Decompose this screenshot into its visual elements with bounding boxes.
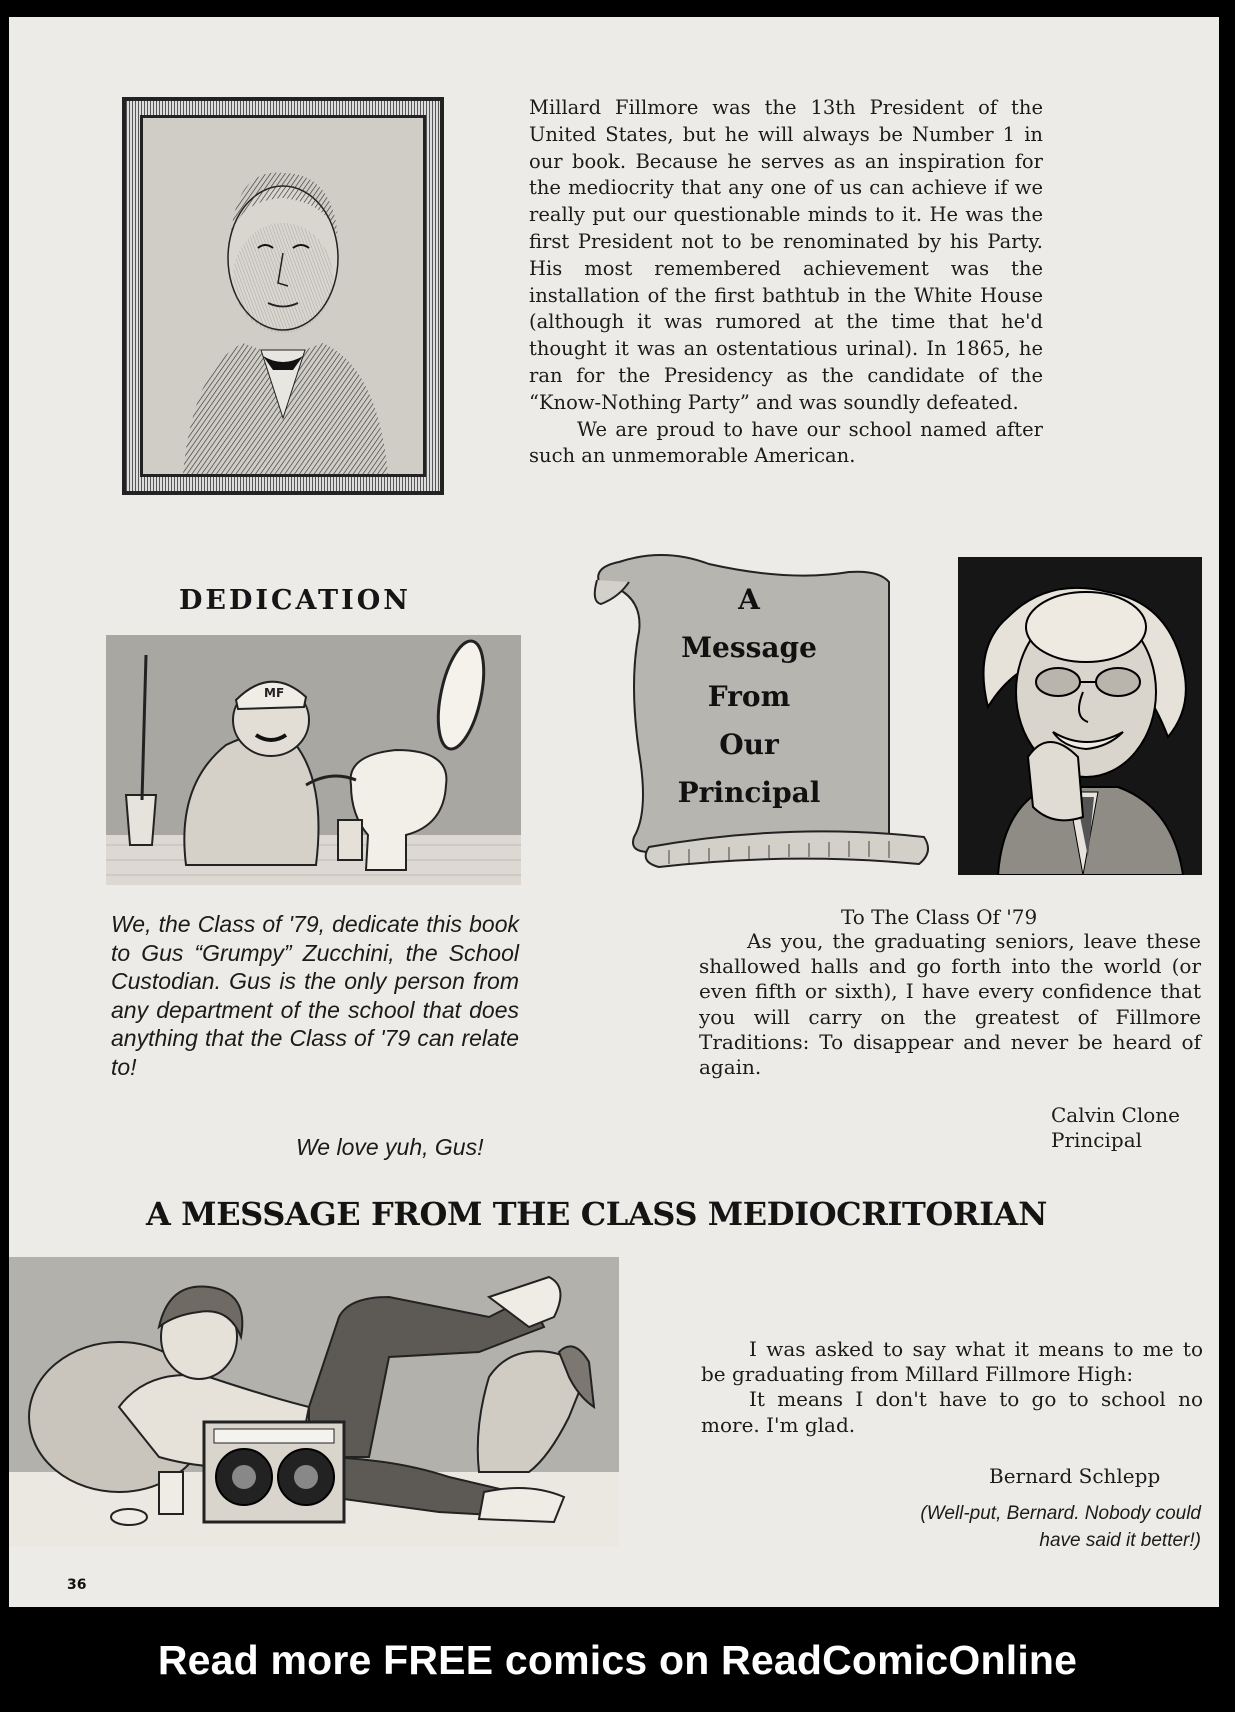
mediocritorian-illustration — [9, 1257, 619, 1547]
mediocritorian-paragraph-2: It means I don't have to go to school no more. I'm glad. — [701, 1387, 1203, 1437]
principal-letter-heading: To The Class Of '79 — [841, 905, 1038, 929]
principal-caricature — [958, 557, 1202, 875]
fillmore-engraving — [143, 118, 423, 474]
mediocritorian-signature: Bernard Schlepp — [989, 1464, 1161, 1488]
fillmore-portrait-frame — [122, 97, 444, 495]
promo-banner[interactable]: Read more FREE comics on ReadComicOnline — [157, 1636, 1078, 1683]
fillmore-paragraph-1: Millard Fillmore was the 13th President of the United States, but he will always be Number 1 in our book. Because he serves as an inspiration for the mediocrity that any one of us can achieve if we really put our questionable minds to it. He was the first President not to be renominated by his Party. His most remembered achievement was the installation of the first bathtub in the White House (although it was rumored at the time that he'd thought it was an ostentatious urinal). In 1865, he ran for the Presidency as the candidate of the “Know-Nothing Party” and was soundly defeated. — [529, 96, 1043, 414]
mediocritorian-title: A MESSAGE FROM THE CLASS MEDIOCRITORIAN — [146, 1195, 1047, 1233]
fillmore-portrait — [140, 115, 426, 477]
principal-drawing — [958, 557, 1202, 875]
scroll-line-message: Message — [681, 631, 817, 664]
fillmore-biography — [529, 95, 1043, 470]
custodian-illustration — [106, 635, 521, 885]
scroll-line-principal: Principal — [677, 776, 821, 809]
editor-note: (Well-put, Bernard. Nobody could have said it better!) — [920, 1503, 1201, 1551]
mediocritorian-message — [701, 1337, 1203, 1438]
cap-logo: MF — [264, 686, 285, 700]
principal-name: Calvin Clone — [1051, 1103, 1181, 1127]
scroll-line-from: From — [707, 680, 791, 713]
principal-letter-body: As you, the graduating seniors, leave these shallowed halls and go forth into the world (or even fifth or sixth), I have every confidence that you will carry on the greatest of Fillmore Traditions: To disappear and never be heard of again. — [699, 929, 1201, 1080]
dedication-signoff: We love yuh, Gus! — [296, 1134, 484, 1160]
magazine-page — [9, 17, 1219, 1607]
mediocritorian-paragraph-1: I was asked to say what it means to me to be graduating from Millard Fillmore High: — [701, 1337, 1203, 1387]
scroll-line-our: Our — [719, 728, 779, 761]
dedication-title: DEDICATION — [179, 585, 411, 616]
page-number: 36 — [67, 1577, 87, 1593]
principal-title: Principal — [1051, 1128, 1143, 1153]
scroll-line-a: A — [738, 583, 760, 616]
dedication-text: We, the Class of '79, dedicate this book to Gus “Grumpy” Zucchini, the School Custodian. Gus is the only person from any department of the school that does anything that the Class of '79 can relate to! — [111, 911, 519, 1080]
principal-signature — [1051, 1103, 1180, 1153]
principal-letter — [699, 929, 1201, 1080]
fillmore-paragraph-2: We are proud to have our school named after such an unmemorable American. — [529, 417, 1043, 468]
